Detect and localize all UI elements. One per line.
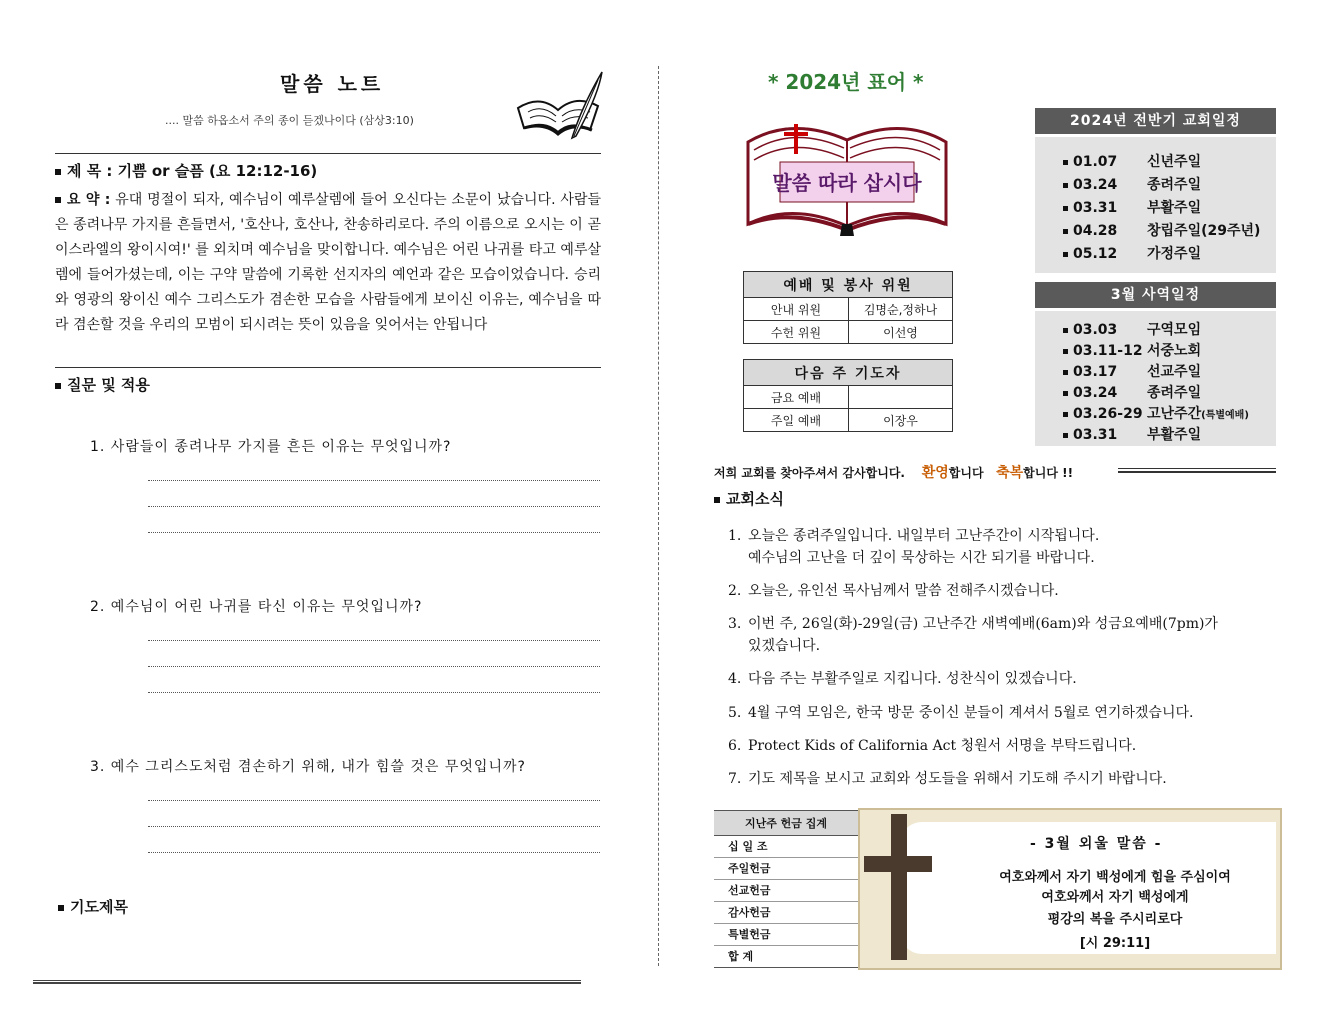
bullet-icon xyxy=(1063,328,1068,333)
memory-verse-line: 평강의 복을 주시리로다 xyxy=(1047,912,1183,927)
news-line: 오늘은, 유인선 목사님께서 말씀 전해주시겠습니다. xyxy=(748,583,1059,599)
divider-line xyxy=(55,367,601,368)
schedule-date: 03.26-29 xyxy=(1073,406,1143,422)
motto-text: 말씀 따라 삽시다 xyxy=(772,171,922,195)
half-year-schedule-title: 2024년 전반기 교회일정 xyxy=(1035,108,1276,134)
cross-icon xyxy=(862,812,934,962)
answer-line[interactable] xyxy=(148,666,600,667)
news-num: 3. xyxy=(728,616,742,632)
bullet-icon xyxy=(1063,433,1068,438)
schedule-date: 03.31 xyxy=(1073,200,1118,216)
motto-title: * 2024년 표어 * xyxy=(768,70,924,94)
open-book-quill-icon xyxy=(510,66,606,146)
bullet-icon xyxy=(1063,183,1068,188)
page-divider xyxy=(658,66,659,966)
bottom-rule xyxy=(33,980,581,984)
news-item xyxy=(728,613,1273,657)
offering-row: 감사헌금 xyxy=(714,902,858,924)
news-line: 이번 주, 26일(화)-29일(금) 고난주간 새벽예배(6am)와 성금요예배(7pm)가 xyxy=(748,616,1218,632)
memory-verse-title: - 3월 외울 말씀 - xyxy=(1030,836,1163,852)
news-item xyxy=(728,768,1273,790)
memory-verse-reference: [시 29:11] xyxy=(1079,936,1151,951)
list-item xyxy=(1063,340,1201,360)
march-schedule-title: 3월 사역일정 xyxy=(1035,282,1276,308)
bullet-icon xyxy=(1063,206,1068,211)
schedule-date: 04.28 xyxy=(1073,223,1118,239)
list-item xyxy=(1063,197,1201,217)
schedule-event: 부활주일 xyxy=(1147,427,1202,443)
bullet-icon xyxy=(1063,160,1068,165)
list-item xyxy=(1063,361,1201,381)
schedule-date: 03.24 xyxy=(1073,385,1118,401)
news-num: 5. xyxy=(728,705,742,721)
schedule-date: 05.12 xyxy=(1073,246,1118,262)
bullet-icon xyxy=(1063,229,1068,234)
schedule-event: 부활주일 xyxy=(1147,200,1202,216)
qa-heading xyxy=(55,374,150,395)
answer-line[interactable] xyxy=(148,480,600,481)
question-1: 1. 사람들이 종려나무 가지를 흔든 이유는 무엇입니까? xyxy=(90,439,452,455)
name-cell: 이장우 xyxy=(849,409,953,432)
name-cell: 이선영 xyxy=(849,321,953,344)
summary-label: 요 약 : xyxy=(67,192,111,208)
news-num: 7. xyxy=(728,771,742,787)
schedule-event: 구역모임 xyxy=(1147,322,1202,338)
prayer-heading xyxy=(58,896,128,917)
news-item xyxy=(728,668,1273,690)
role-cell: 주일 예배 xyxy=(744,409,849,432)
news-item xyxy=(728,580,1273,602)
offering-row: 십 일 조 xyxy=(714,836,858,858)
news-num: 4. xyxy=(728,671,742,687)
blessing-word: 축복 xyxy=(996,465,1024,481)
welcome-post: 합니다 !! xyxy=(1023,466,1074,480)
bullet-icon xyxy=(1063,370,1068,375)
table-row xyxy=(744,298,953,321)
schedule-event: 서중노회 xyxy=(1147,343,1202,359)
bullet-icon xyxy=(1063,252,1068,257)
march-schedule xyxy=(1035,311,1276,446)
schedule-date: 03.24 xyxy=(1073,177,1118,193)
next-prayer-table xyxy=(743,359,953,432)
qa-heading-text: 질문 및 적용 xyxy=(67,376,150,394)
bullet-icon xyxy=(1063,412,1068,417)
answer-line[interactable] xyxy=(148,640,600,641)
schedule-event: 종려주일 xyxy=(1147,385,1202,401)
answer-line[interactable] xyxy=(148,826,600,827)
subject-text: 기쁨 or 슬픔 (요 12:12-16) xyxy=(117,162,318,180)
memory-verse-line: 여호와께서 자기 백성에게 힘을 주심이여 xyxy=(999,870,1231,885)
news-line: Protect Kids of California Act 청원서 서명을 부탁드립니다. xyxy=(748,738,1137,754)
answer-line[interactable] xyxy=(148,800,600,801)
welcome-word: 환영 xyxy=(921,465,949,481)
bullet-icon xyxy=(58,905,64,911)
role-cell: 수헌 위원 xyxy=(744,321,849,344)
news-item xyxy=(728,525,1273,569)
news-item xyxy=(728,702,1273,724)
bullet-icon xyxy=(1063,391,1068,396)
bullet-icon xyxy=(714,497,720,503)
schedule-event: 선교주일 xyxy=(1147,364,1202,380)
answer-line[interactable] xyxy=(148,506,600,507)
sermon-subject xyxy=(55,160,317,181)
news-num: 2. xyxy=(728,583,742,599)
table-row xyxy=(744,386,953,409)
schedule-event: 가정주일 xyxy=(1147,246,1202,262)
page-title: 말씀 노트 xyxy=(280,72,385,96)
offering-row: 주일헌금 xyxy=(714,858,858,880)
list-item xyxy=(1063,151,1201,171)
schedule-event: 고난주간 xyxy=(1147,406,1202,422)
divider-line xyxy=(55,153,601,154)
name-cell xyxy=(849,386,953,409)
answer-line[interactable] xyxy=(148,852,600,853)
list-item xyxy=(1063,243,1201,263)
answer-line[interactable] xyxy=(148,532,600,533)
list-item xyxy=(1063,319,1201,339)
news-num: 1. xyxy=(728,528,742,544)
name-cell: 김명순,정하나 xyxy=(849,298,953,321)
schedule-date: 03.03 xyxy=(1073,322,1118,338)
schedule-date: 01.07 xyxy=(1073,154,1118,170)
table-row xyxy=(744,321,953,344)
welcome-mid: 합니다 xyxy=(948,466,984,480)
answer-line[interactable] xyxy=(148,692,600,693)
open-bible-icon xyxy=(742,112,952,237)
news-line: 4월 구역 모임은, 한국 방문 중이신 분들이 계셔서 5월로 연기하겠습니다. xyxy=(748,705,1194,721)
welcome-pre: 저희 교회를 찾아주셔서 감사합니다. xyxy=(714,466,905,480)
role-cell: 안내 위원 xyxy=(744,298,849,321)
news-line: 오늘은 종려주일입니다. 내일부터 고난주간이 시작됩니다. xyxy=(748,528,1100,544)
schedule-date: 03.31 xyxy=(1073,427,1118,443)
schedule-event: 신년주일 xyxy=(1147,154,1202,170)
bullet-icon xyxy=(55,197,61,203)
list-item xyxy=(1063,220,1260,240)
table-row xyxy=(744,409,953,432)
list-item xyxy=(1063,403,1249,423)
news-line: 다음 주는 부활주일로 지킵니다. 성찬식이 있겠습니다. xyxy=(748,671,1077,687)
news-heading xyxy=(714,488,784,509)
offering-title: 지난주 헌금 집계 xyxy=(714,810,858,836)
news-num: 6. xyxy=(728,738,742,754)
news-line-cont: 예수님의 고난을 더 깊이 묵상하는 시간 되기를 바랍니다. xyxy=(748,550,1095,566)
list-item xyxy=(1063,174,1201,194)
schedule-date: 03.11-12 xyxy=(1073,343,1143,359)
scripture-subtitle: .... 말씀 하옵소서 주의 종이 듣겠나이다 (삼상3:10) xyxy=(165,114,414,127)
role-cell: 금요 예배 xyxy=(744,386,849,409)
prayer-heading-text: 기도제목 xyxy=(70,898,128,916)
summary-text: 유대 명절이 되자, 예수님이 예루살렘에 들어 오신다는 소문이 났습니다. 사람들은 종려나무 가지를 흔들면서, '호산나, 호산나, 찬송하리로다. 주의 이름으로 오시는 이 곧 이스라엘의 왕이시여!' 를 외치며 예수님을 맞이합니다. 예수님은 어린 나귀를 타고 예루살렘에 들어가셨는데, 이는 구약 말씀에 기록한 선지자의 예언과 같은 모습이었습니다. 승리와 영광의 왕이신 예수 그리스도가 겸손한 모습을 사람들에게 보이신 이유는, 예수님을 따라 겸손할 것을 우리의 모범이 되시려는 뜻이 있음을 잊어서는 안됩니다 xyxy=(55,192,602,333)
list-item xyxy=(1063,382,1201,402)
bullet-icon xyxy=(55,383,61,389)
offering-row: 선교헌금 xyxy=(714,880,858,902)
welcome-rule xyxy=(1118,468,1276,473)
list-item xyxy=(1063,424,1201,444)
table-title: 다음 주 기도자 xyxy=(744,360,953,386)
news-item xyxy=(728,735,1273,757)
question-3: 3. 예수 그리스도처럼 겸손하기 위해, 내가 힘쓸 것은 무엇입니까? xyxy=(90,759,526,775)
memory-verse-line: 여호와께서 자기 백성에게 xyxy=(1041,890,1189,905)
table-title: 예배 및 봉사 위원 xyxy=(744,272,953,298)
offering-total-row: 합 계 xyxy=(714,946,858,968)
offering-row: 특별헌금 xyxy=(714,924,858,946)
bullet-icon xyxy=(55,169,61,175)
news-line: 기도 제목을 보시고 교회와 성도들을 위해서 기도해 주시기 바랍니다. xyxy=(748,771,1167,787)
schedule-event: 창립주일(29주년) xyxy=(1147,223,1261,239)
schedule-date: 03.17 xyxy=(1073,364,1118,380)
worship-committee-table xyxy=(743,271,953,344)
schedule-event: 종려주일 xyxy=(1147,177,1202,193)
news-heading-text: 교회소식 xyxy=(726,490,784,508)
subject-label: 제 목 : xyxy=(67,162,113,180)
question-2: 2. 예수님이 어린 나귀를 타신 이유는 무엇입니까? xyxy=(90,599,423,615)
welcome-message xyxy=(714,462,1073,482)
schedule-note: (특별예배) xyxy=(1201,410,1249,421)
bullet-icon xyxy=(1063,349,1068,354)
half-year-schedule xyxy=(1035,137,1276,273)
news-line-cont: 있겠습니다. xyxy=(748,638,821,654)
sermon-summary xyxy=(55,188,601,338)
